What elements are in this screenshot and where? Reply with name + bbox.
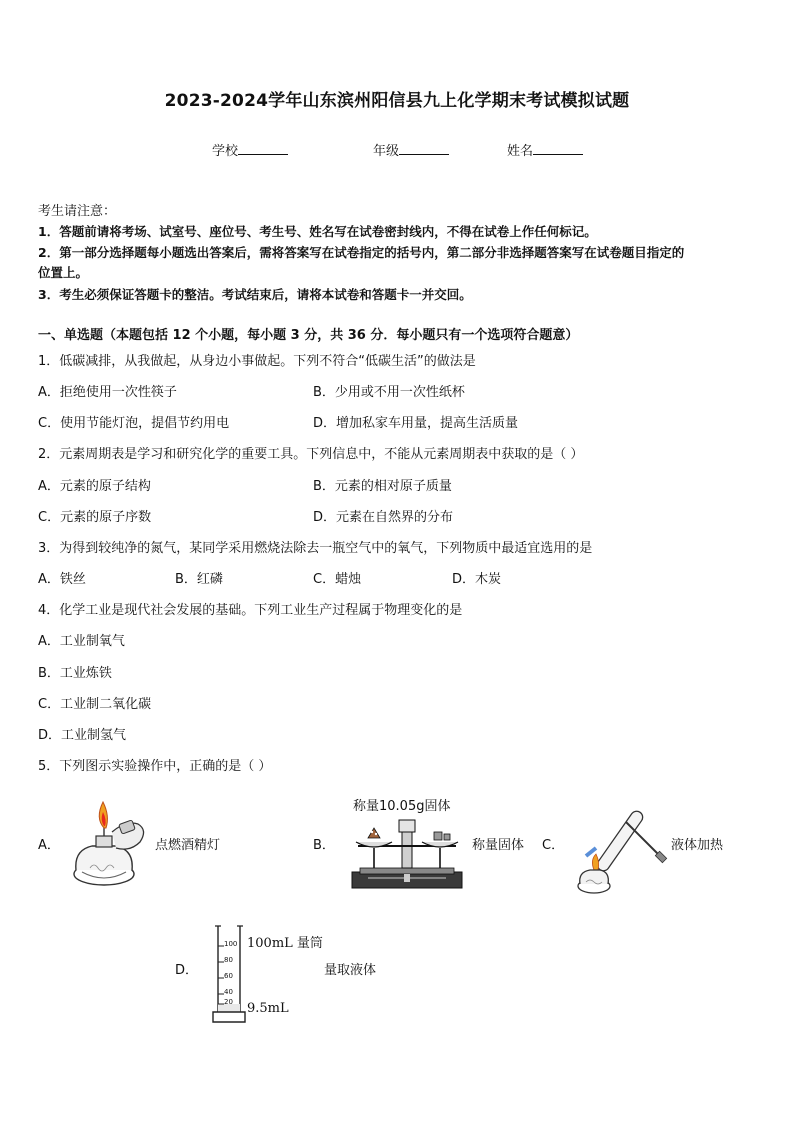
option-b-letter[interactable]: B． [313,838,335,853]
option-d[interactable]: D．工业制氢气 [38,728,127,743]
notice-item: 1．答题前请将考场、试室号、座位号、考生号、姓名写在试卷密封线内，不得在试卷上作任何标记。 [38,224,597,239]
option-a-caption: 点燃酒精灯 [155,838,221,853]
cylinder-tick-label: 20 [224,998,233,1006]
section-title: 一、单选题（本题包括 12 个小题，每小题 3 分，共 36 分．每小题只有一个选项符合题意） [38,328,579,343]
option-c-caption: 液体加热 [671,838,724,853]
notice-item: 2．第一部分选择题每小题选出答案后，需将答案写在试卷指定的括号内，第二部分非选择题答案写在试卷题目指定的 [38,245,685,260]
page-title: 2023-2024学年山东滨州阳信县九上化学期末考试模拟试题 [164,91,630,111]
balance-scale-icon [348,812,466,896]
option-d[interactable]: D．元素在自然界的分布 [313,510,454,525]
question-stem: 1．低碳减排，从我做起，从身边小事做起。下列不符合“低碳生活”的做法是 [38,354,476,369]
question-stem: 3．为得到较纯净的氮气，某同学采用燃烧法除去一瓶空气中的氧气，下列物质中最适宜选用的是 [38,541,593,556]
cylinder-label-top: 100mL 量筒 [247,936,323,951]
school-blank[interactable] [238,142,288,155]
option-c-letter[interactable]: C． [542,838,565,853]
option-d[interactable]: D．木炭 [452,572,502,587]
cylinder-tick-label: 80 [224,956,233,964]
cylinder-tick-label: 40 [224,988,233,996]
option-d-letter[interactable]: D． [175,963,199,978]
option-c[interactable]: C．元素的原子序数 [38,510,152,525]
name-field[interactable] [507,140,583,159]
cylinder-tick-label: 100 [224,940,238,948]
option-a[interactable]: A．拒绝使用一次性筷子 [38,385,177,400]
option-c[interactable]: C．工业制二氧化碳 [38,697,152,712]
name-label: 姓名 [507,144,534,159]
option-d-caption: 量取液体 [324,963,377,978]
option-a[interactable]: A．元素的原子结构 [38,479,151,494]
grade-blank[interactable] [399,142,449,155]
option-b-caption: 称量固体 [472,838,525,853]
option-a-letter[interactable]: A． [38,838,60,853]
balance-top-label: 称量10.05g固体 [353,799,451,814]
cylinder-tick-label: 60 [224,972,233,980]
graduated-cylinder [210,924,246,1024]
option-b[interactable]: B．工业炼铁 [38,666,112,681]
school-field[interactable] [212,140,288,159]
option-a[interactable]: A．铁丝 [38,572,86,587]
notice-item: 位置上。 [38,265,89,280]
option-a[interactable]: A．工业制氧气 [38,634,125,649]
option-b[interactable]: B．少用或不用一次性纸杯 [313,385,465,400]
option-b[interactable]: B．红磷 [175,572,223,587]
cylinder-label-bottom: 9.5mL [247,1001,289,1016]
option-d[interactable]: D．增加私家车用量，提高生活质量 [313,416,519,431]
alcohol-lamp-icon [68,798,154,890]
option-c[interactable]: C．蜡烛 [313,572,362,587]
name-blank[interactable] [533,142,583,155]
grade-field[interactable] [373,140,449,159]
question-stem: 2．元素周期表是学习和研究化学的重要工具。下列信息中，不能从元素周期表中获取的是（ ） [38,447,584,462]
grade-label: 年级 [373,144,400,159]
question-stem: 4．化学工业是现代社会发展的基础。下列工业生产过程属于物理变化的是 [38,603,463,618]
option-c[interactable]: C．使用节能灯泡，提倡节约用电 [38,416,230,431]
school-label: 学校 [212,144,239,159]
test-tube-heating-icon [570,800,668,896]
question-stem: 5．下列图示实验操作中，正确的是（ ） [38,759,272,774]
notice-item: 3．考生必须保证答题卡的整洁。考试结束后，请将本试卷和答题卡一并交回。 [38,287,472,302]
option-b[interactable]: B．元素的相对原子质量 [313,479,452,494]
notice-heading: 考生请注意： [38,204,117,219]
